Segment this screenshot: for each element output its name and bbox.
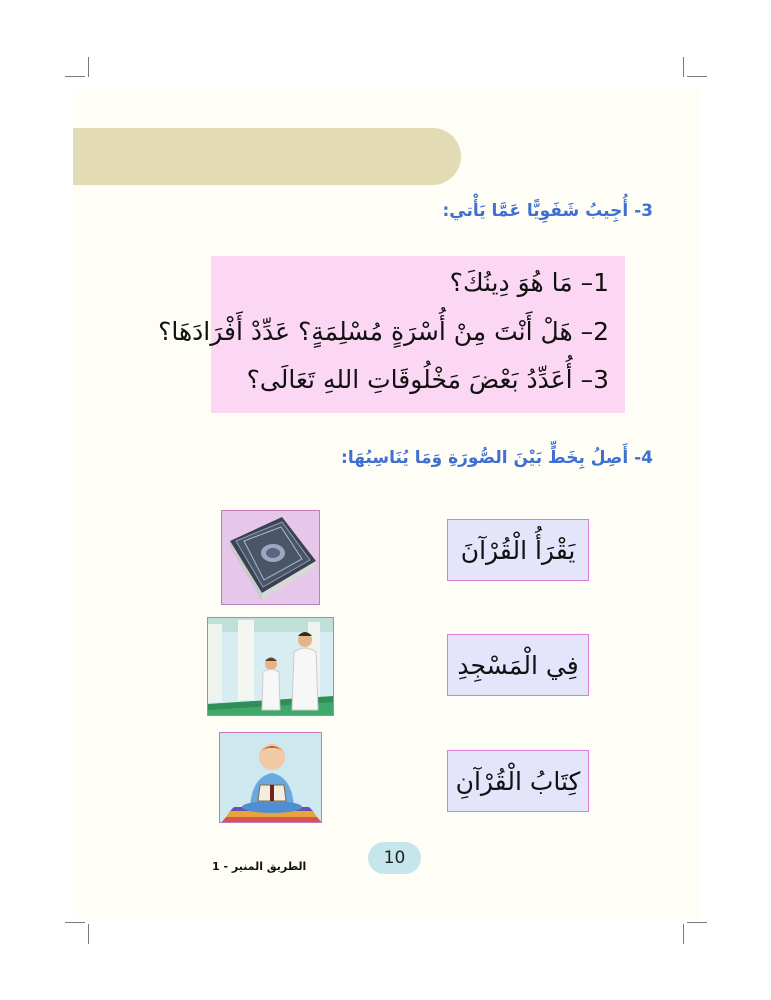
book-title-footer: الطريق المنير - 1 [212,860,307,873]
header-banner [73,128,461,185]
question-1: 1– مَا هُوَ دِينُكَ؟ [449,268,609,297]
exercise-3-heading: 3- أُجِيبُ شَفَوِيًّا عَمَّا يَأْتي: [442,201,653,221]
word-box-reads-quran[interactable]: يَقْرَأُ الْقُرْآنَ [447,519,589,581]
page-number-badge: 10 [368,842,421,874]
crop-mark [65,76,85,77]
crop-mark [683,924,684,944]
boy-reading-icon [220,733,322,823]
crop-mark [88,924,89,944]
crop-mark [65,922,85,923]
questions-box [158,256,625,413]
word-box-quran-book[interactable]: كِتَابُ الْقُرْآنِ [447,750,589,812]
crop-mark [683,57,684,77]
quran-book-icon [222,511,320,605]
word-box-in-mosque[interactable]: فِي الْمَسْجِدِ [447,634,589,696]
boy-reading-quran-image[interactable] [219,732,322,823]
mosque-father-son-image[interactable] [207,617,334,716]
crop-mark [687,922,707,923]
crop-mark [687,76,707,77]
mosque-scene-icon [208,618,334,716]
quran-book-image[interactable] [221,510,320,605]
question-2: 2– هَلْ أَنْتَ مِنْ أُسْرَةٍ مُسْلِمَةٍ؟ عَدِّدْ أَفْرَادَهَا؟ [158,317,609,346]
crop-mark [88,57,89,77]
question-3: 3– أُعَدِّدُ بَعْضَ مَخْلُوقَاتِ اللهِ تَعَالَى؟ [246,365,609,394]
exercise-4-heading: 4- أَصِلُ بِخَطٍّ بَيْنَ الصُّورَةِ وَمَا يُنَاسِبُهَا: [341,448,653,468]
